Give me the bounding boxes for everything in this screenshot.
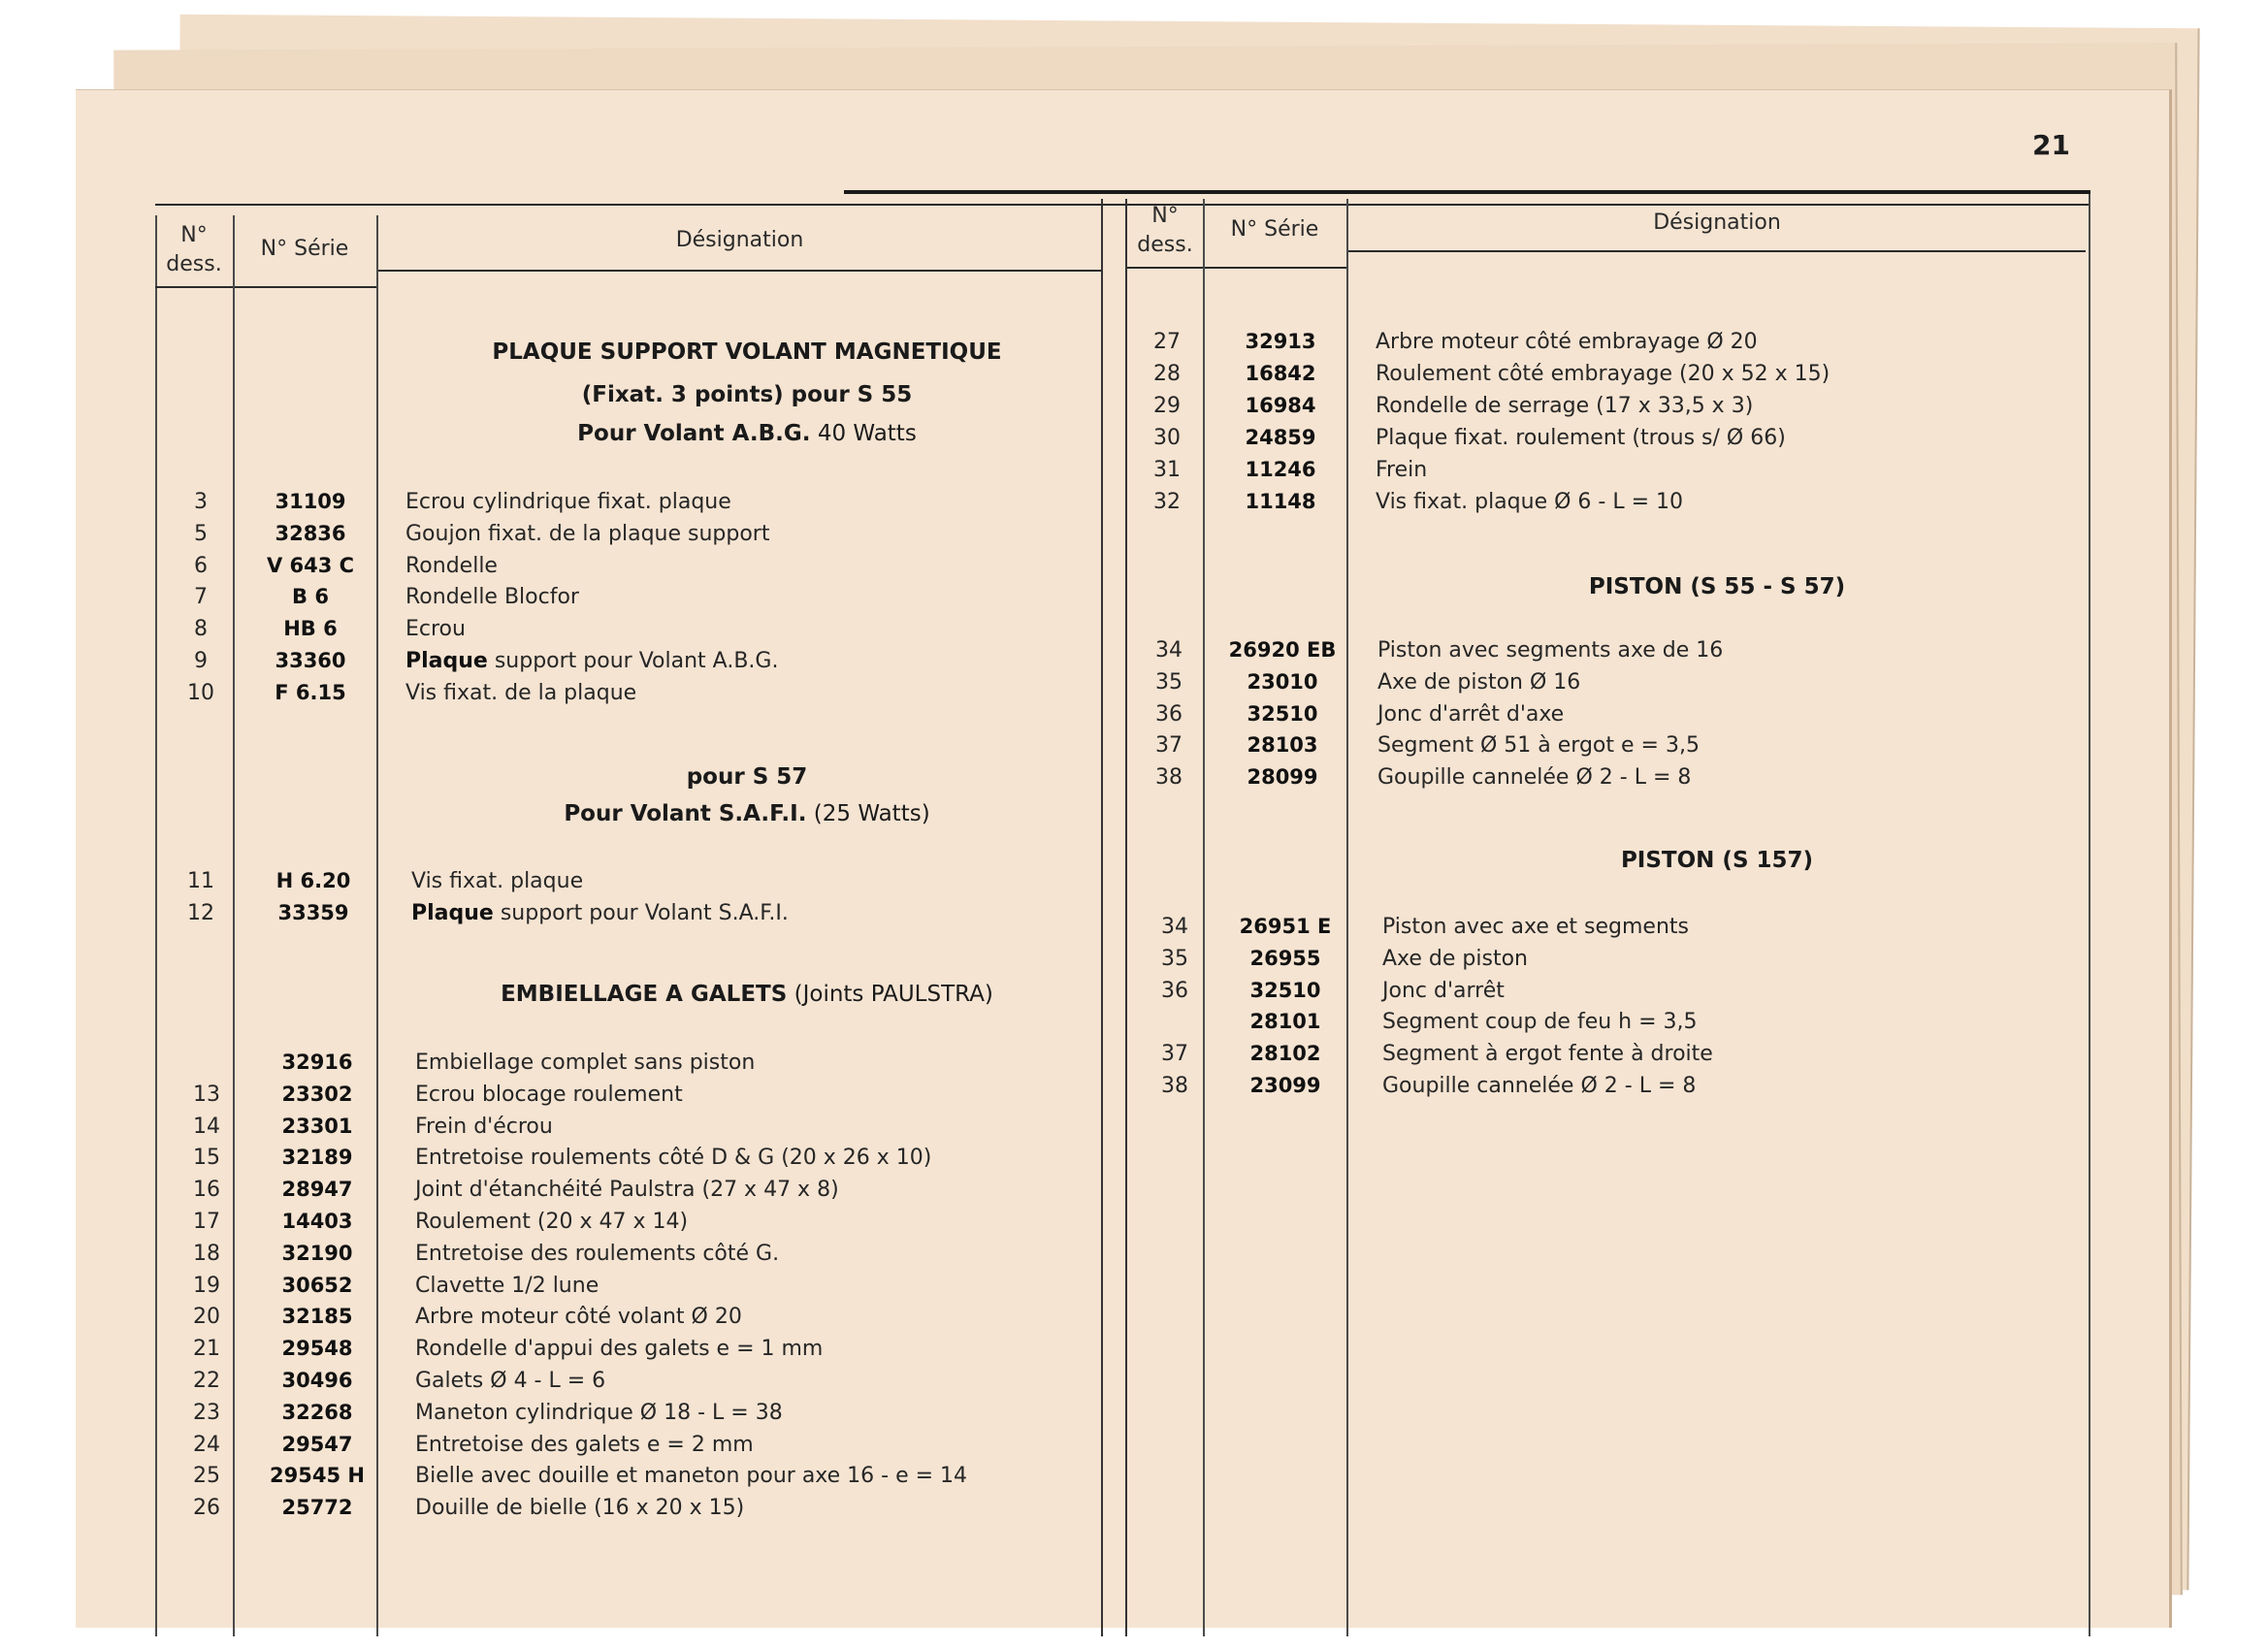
row-designation-text: Frein <box>1376 458 1428 482</box>
table-row <box>0 1042 2268 1074</box>
row-serial-number: 29548 <box>281 1337 353 1361</box>
table-row <box>0 1274 2268 1306</box>
row-designation <box>1377 733 1700 758</box>
row-drawing-number: 5 <box>194 521 208 546</box>
section-subtitle-volant-safi <box>378 801 1116 826</box>
row-drawing-number: 23 <box>193 1400 220 1425</box>
right-header-rule-a <box>1127 267 1203 269</box>
row-designation <box>411 869 583 893</box>
row-serial-number: 32916 <box>281 1051 353 1074</box>
row-drawing-number: 34 <box>1155 638 1183 663</box>
row-designation-text: Clavette 1/2 lune <box>415 1273 599 1298</box>
row-drawing-number: 36 <box>1155 701 1183 727</box>
row-serial-number: 16984 <box>1245 394 1316 417</box>
table-row <box>0 1146 2268 1178</box>
row-designation <box>1377 765 1691 790</box>
section-title-rest: (Joints PAULSTRA) <box>794 982 993 1007</box>
table-row <box>0 1433 2268 1465</box>
row-designation-text: Goupille cannelée Ø 2 - L = 8 <box>1382 1074 1697 1098</box>
row-drawing-number: 18 <box>193 1241 220 1266</box>
row-serial-number: F 6.15 <box>275 680 346 704</box>
row-drawing-number: 38 <box>1161 1074 1188 1098</box>
row-drawing-number: 35 <box>1161 946 1188 971</box>
row-designation <box>1382 979 1505 1003</box>
row-designation-text: Goujon fixat. de la plaque support <box>405 521 770 546</box>
row-serial-number: 26955 <box>1249 946 1321 970</box>
row-designation-text: Goupille cannelée Ø 2 - L = 8 <box>1377 765 1692 791</box>
left-header-rule-c <box>378 270 1101 272</box>
row-designation <box>415 1242 779 1266</box>
row-designation-text: Vis fixat. plaque <box>411 869 584 893</box>
row-drawing-number: 37 <box>1155 733 1183 759</box>
row-drawing-number: 24 <box>193 1432 220 1457</box>
table-row <box>0 765 2268 797</box>
section-title-piston-s55-s57 <box>1348 574 2086 599</box>
row-serial-number: H 6.20 <box>275 869 351 892</box>
row-designation <box>1377 702 1564 727</box>
section-title-text: pour S 57 <box>686 764 808 790</box>
row-designation-text: Entretoise des roulements côté G. <box>415 1241 780 1266</box>
table-row <box>0 1242 2268 1274</box>
row-designation <box>405 554 498 578</box>
table-row <box>0 1464 2268 1496</box>
row-designation <box>415 1433 754 1457</box>
header-no-label: N° <box>1151 204 1179 228</box>
row-drawing-number: 8 <box>194 617 208 642</box>
table-row <box>0 490 2268 522</box>
table-row <box>0 522 2268 554</box>
left-header-rule-b <box>235 286 376 288</box>
row-designation-text: support pour Volant S.A.F.I. <box>500 901 789 925</box>
table-row <box>0 1210 2268 1242</box>
row-serial-number: 24859 <box>1245 426 1316 449</box>
table-row <box>0 362 2268 394</box>
row-serial-number: 32836 <box>275 521 346 545</box>
row-drawing-number: 32 <box>1153 490 1181 514</box>
row-designation <box>415 1464 967 1488</box>
row-designation <box>415 1496 744 1520</box>
right-header-no-serie: N° Série <box>1230 217 1319 242</box>
row-designation <box>1376 490 1683 514</box>
row-serial-number: 11148 <box>1245 490 1316 513</box>
row-serial-number: 25772 <box>281 1496 353 1520</box>
left-header-no-serie: N° Série <box>260 237 349 261</box>
row-drawing-number: 14 <box>193 1114 220 1139</box>
row-designation-text: Roulement (20 x 47 x 14) <box>415 1210 689 1234</box>
row-drawing-number: 15 <box>193 1146 220 1171</box>
table-row <box>0 702 2268 734</box>
row-designation-text: Ecrou cylindrique fixat. plaque <box>405 490 731 514</box>
row-designation-text: Segment Ø 51 à ergot e = 3,5 <box>1377 733 1700 759</box>
table-row <box>0 1178 2268 1210</box>
row-designation <box>415 1146 931 1170</box>
row-serial-number: 31109 <box>275 490 346 513</box>
row-designation <box>1382 1042 1713 1066</box>
row-designation <box>415 1210 688 1234</box>
row-drawing-number: 29 <box>1153 394 1181 418</box>
row-designation-text: Jonc d'arrêt d'axe <box>1377 701 1565 727</box>
row-designation-text: Arbre moteur côté volant Ø 20 <box>415 1305 742 1330</box>
table-row <box>0 1496 2268 1528</box>
row-designation <box>1382 915 1689 939</box>
row-serial-number: 28101 <box>1249 1010 1321 1034</box>
row-designation-text: Axe de piston Ø 16 <box>1377 669 1581 695</box>
row-designation <box>415 1305 742 1329</box>
right-header-rule-b <box>1205 267 1346 269</box>
row-designation-text: Ecrou <box>405 617 466 642</box>
table-row <box>0 1369 2268 1401</box>
row-designation-text: Ecrou blocage roulement <box>415 1082 683 1107</box>
row-designation <box>1382 1010 1698 1034</box>
row-designation-text: support pour Volant A.B.G. <box>494 649 779 673</box>
right-header-no-dess <box>1127 202 1203 260</box>
row-drawing-number: 27 <box>1153 330 1181 354</box>
table-row <box>0 915 2268 947</box>
row-designation <box>415 1401 783 1425</box>
row-designation-text: Joint d'étanchéité Paulstra (27 x 47 x 8) <box>415 1178 839 1203</box>
table-row <box>0 1401 2268 1433</box>
row-designation <box>405 585 579 609</box>
section-subtitle-rest: 40 Watts <box>817 421 917 446</box>
page-number: 21 <box>2032 129 2070 161</box>
header-dess-label: dess. <box>166 252 222 276</box>
row-designation-text: Piston avec segments axe de 16 <box>1377 638 1724 663</box>
row-serial-number: 16842 <box>1245 362 1316 385</box>
row-serial-number: 11246 <box>1245 458 1316 481</box>
row-serial-number: 23301 <box>281 1114 353 1138</box>
row-designation <box>1376 458 1427 482</box>
row-designation <box>415 1274 599 1298</box>
row-designation-text: Entretoise roulements côté D & G (20 x 26 x 10) <box>415 1146 932 1171</box>
row-drawing-number: 7 <box>194 585 208 610</box>
row-designation-text: Arbre moteur côté embrayage Ø 20 <box>1376 330 1758 354</box>
section-title-piston-s157 <box>1348 848 2086 873</box>
row-drawing-number: 16 <box>193 1178 220 1203</box>
row-designation-text: Plaque fixat. roulement (trous s/ Ø 66) <box>1376 426 1786 450</box>
row-designation-text: Piston avec axe et segments <box>1382 915 1689 939</box>
table-row <box>0 869 2268 901</box>
table-row <box>0 979 2268 1011</box>
row-serial-number: 28099 <box>1247 765 1318 790</box>
row-serial-number: 30652 <box>281 1273 353 1297</box>
row-drawing-number: 26 <box>193 1496 220 1521</box>
row-serial-number: 28103 <box>1247 733 1318 758</box>
row-designation-text: Rondelle <box>405 553 498 578</box>
row-drawing-number: 11 <box>187 869 214 893</box>
row-designation <box>1382 1074 1696 1098</box>
row-serial-number: B 6 <box>292 585 329 609</box>
row-drawing-number: 17 <box>193 1210 220 1234</box>
row-serial-number: V 643 C <box>266 553 355 577</box>
row-designation-bold: Plaque <box>411 901 494 925</box>
row-designation-text: Segment coup de feu h = 3,5 <box>1382 1010 1698 1035</box>
row-serial-number: 28102 <box>1249 1042 1321 1066</box>
row-drawing-number: 30 <box>1153 426 1181 450</box>
row-drawing-number: 38 <box>1155 765 1183 791</box>
table-row <box>0 426 2268 458</box>
table-row <box>0 947 2268 979</box>
row-designation-text: Rondelle Blocfor <box>405 585 579 610</box>
row-designation <box>1382 947 1528 971</box>
left-header-no-dess <box>155 221 233 279</box>
row-designation-text: Douille de bielle (16 x 20 x 15) <box>415 1496 745 1521</box>
section-subtitle-rest: (25 Watts) <box>813 801 930 826</box>
row-serial-number: 26951 E <box>1239 915 1332 938</box>
row-serial-number: 26920 EB <box>1228 638 1337 662</box>
row-designation <box>1376 330 1758 354</box>
row-designation-text: Vis fixat. de la plaque <box>405 680 637 705</box>
row-designation-text: Segment à ergot fente à droite <box>1382 1042 1713 1067</box>
section-subtitle-bold: Pour Volant A.B.G. <box>577 421 811 446</box>
row-drawing-number: 19 <box>193 1273 220 1298</box>
row-serial-number: 32190 <box>281 1241 353 1265</box>
row-designation <box>415 1115 553 1139</box>
row-drawing-number: 20 <box>193 1305 220 1330</box>
left-header-rule-a <box>155 286 233 288</box>
row-drawing-number: 36 <box>1161 978 1188 1003</box>
row-drawing-number: 22 <box>193 1369 220 1393</box>
row-designation <box>1377 670 1580 695</box>
table-row <box>0 670 2268 702</box>
row-designation-text: Roulement côté embrayage (20 x 52 x 15) <box>1376 362 1831 386</box>
table-row <box>0 1010 2268 1042</box>
row-drawing-number: 25 <box>193 1464 220 1489</box>
row-designation-text: Embiellage complet sans piston <box>415 1051 756 1075</box>
table-row <box>0 733 2268 765</box>
row-designation <box>1376 362 1830 386</box>
row-designation-text: Entretoise des galets e = 2 mm <box>415 1432 754 1457</box>
top-rule-thick <box>844 190 2090 194</box>
row-serial-number: 32510 <box>1247 701 1318 726</box>
row-serial-number: 14403 <box>281 1210 353 1233</box>
table-row <box>0 1337 2268 1369</box>
header-dess-label: dess. <box>1137 233 1193 257</box>
header-no-label: N° <box>180 223 208 247</box>
row-designation-text: Vis fixat. plaque Ø 6 - L = 10 <box>1376 490 1684 514</box>
table-row <box>0 1074 2268 1106</box>
section-title-text: PISTON (S 55 - S 57) <box>1588 574 1846 599</box>
row-drawing-number: 3 <box>194 490 208 514</box>
row-serial-number: 23010 <box>1247 669 1318 694</box>
row-drawing-number: 28 <box>1153 362 1181 386</box>
top-rule-thin <box>155 204 2090 206</box>
row-serial-number: 32185 <box>281 1305 353 1329</box>
row-designation-text: Rondelle d'appui des galets e = 1 mm <box>415 1337 824 1362</box>
row-drawing-number: 35 <box>1155 669 1183 695</box>
row-drawing-number: 34 <box>1161 915 1188 939</box>
section-subtitle-bold: Pour Volant S.A.F.I. <box>564 801 807 826</box>
row-drawing-number: 37 <box>1161 1042 1188 1067</box>
row-designation-bold: Plaque <box>405 649 488 673</box>
row-serial-number: 33359 <box>277 901 349 924</box>
row-designation <box>415 1337 823 1361</box>
row-drawing-number: 12 <box>187 901 214 925</box>
row-designation-text: Galets Ø 4 - L = 6 <box>415 1369 606 1393</box>
table-row <box>0 394 2268 426</box>
table-row <box>0 330 2268 362</box>
row-serial-number: 23099 <box>1249 1074 1321 1097</box>
section-title-text: PLAQUE SUPPORT VOLANT MAGNETIQUE <box>492 340 1002 365</box>
row-serial-number: 32189 <box>281 1146 353 1170</box>
row-drawing-number: 10 <box>187 680 214 705</box>
right-header-rule-c <box>1348 250 2086 252</box>
table-row <box>0 638 2268 670</box>
row-serial-number: HB 6 <box>283 617 338 641</box>
table-row <box>0 1115 2268 1147</box>
row-serial-number: 32913 <box>1245 330 1316 353</box>
row-designation <box>1376 394 1753 418</box>
row-drawing-number: 31 <box>1153 458 1181 482</box>
right-header-designation: Désignation <box>1653 210 1781 235</box>
row-serial-number: 32268 <box>281 1400 353 1424</box>
row-drawing-number: 13 <box>193 1082 220 1107</box>
row-designation-text: Bielle avec douille et maneton pour axe 16 - e = 14 <box>415 1464 968 1489</box>
row-designation <box>1376 426 1786 450</box>
row-designation-text: Frein d'écrou <box>415 1114 553 1139</box>
row-designation <box>1377 638 1723 663</box>
row-serial-number: 30496 <box>281 1369 353 1392</box>
section-title-bold: EMBIELLAGE A GALETS <box>501 982 788 1007</box>
row-serial-number: 29547 <box>281 1432 353 1456</box>
section-subtitle-text: (Fixat. 3 points) pour S 55 <box>581 382 913 407</box>
row-designation <box>405 522 769 546</box>
table-row <box>0 458 2268 490</box>
left-header-designation: Désignation <box>675 228 804 252</box>
row-drawing-number: 9 <box>194 649 208 673</box>
row-designation <box>415 1369 605 1393</box>
row-designation-text: Rondelle de serrage (17 x 33,5 x 3) <box>1376 394 1754 418</box>
section-title-text: PISTON (S 157) <box>1620 848 1814 873</box>
row-serial-number: 33360 <box>275 649 346 672</box>
row-serial-number: 29545 H <box>270 1464 365 1488</box>
row-designation <box>415 1178 839 1202</box>
row-serial-number: 23302 <box>281 1082 353 1106</box>
row-serial-number: 28947 <box>281 1178 353 1202</box>
row-serial-number: 32510 <box>1249 978 1321 1002</box>
row-drawing-number: 6 <box>194 553 208 578</box>
row-designation-text: Maneton cylindrique Ø 18 - L = 38 <box>415 1400 783 1425</box>
row-designation-text: Jonc d'arrêt <box>1382 978 1505 1003</box>
table-row <box>0 1305 2268 1337</box>
row-drawing-number: 21 <box>193 1337 220 1362</box>
row-designation-text: Axe de piston <box>1382 946 1528 971</box>
